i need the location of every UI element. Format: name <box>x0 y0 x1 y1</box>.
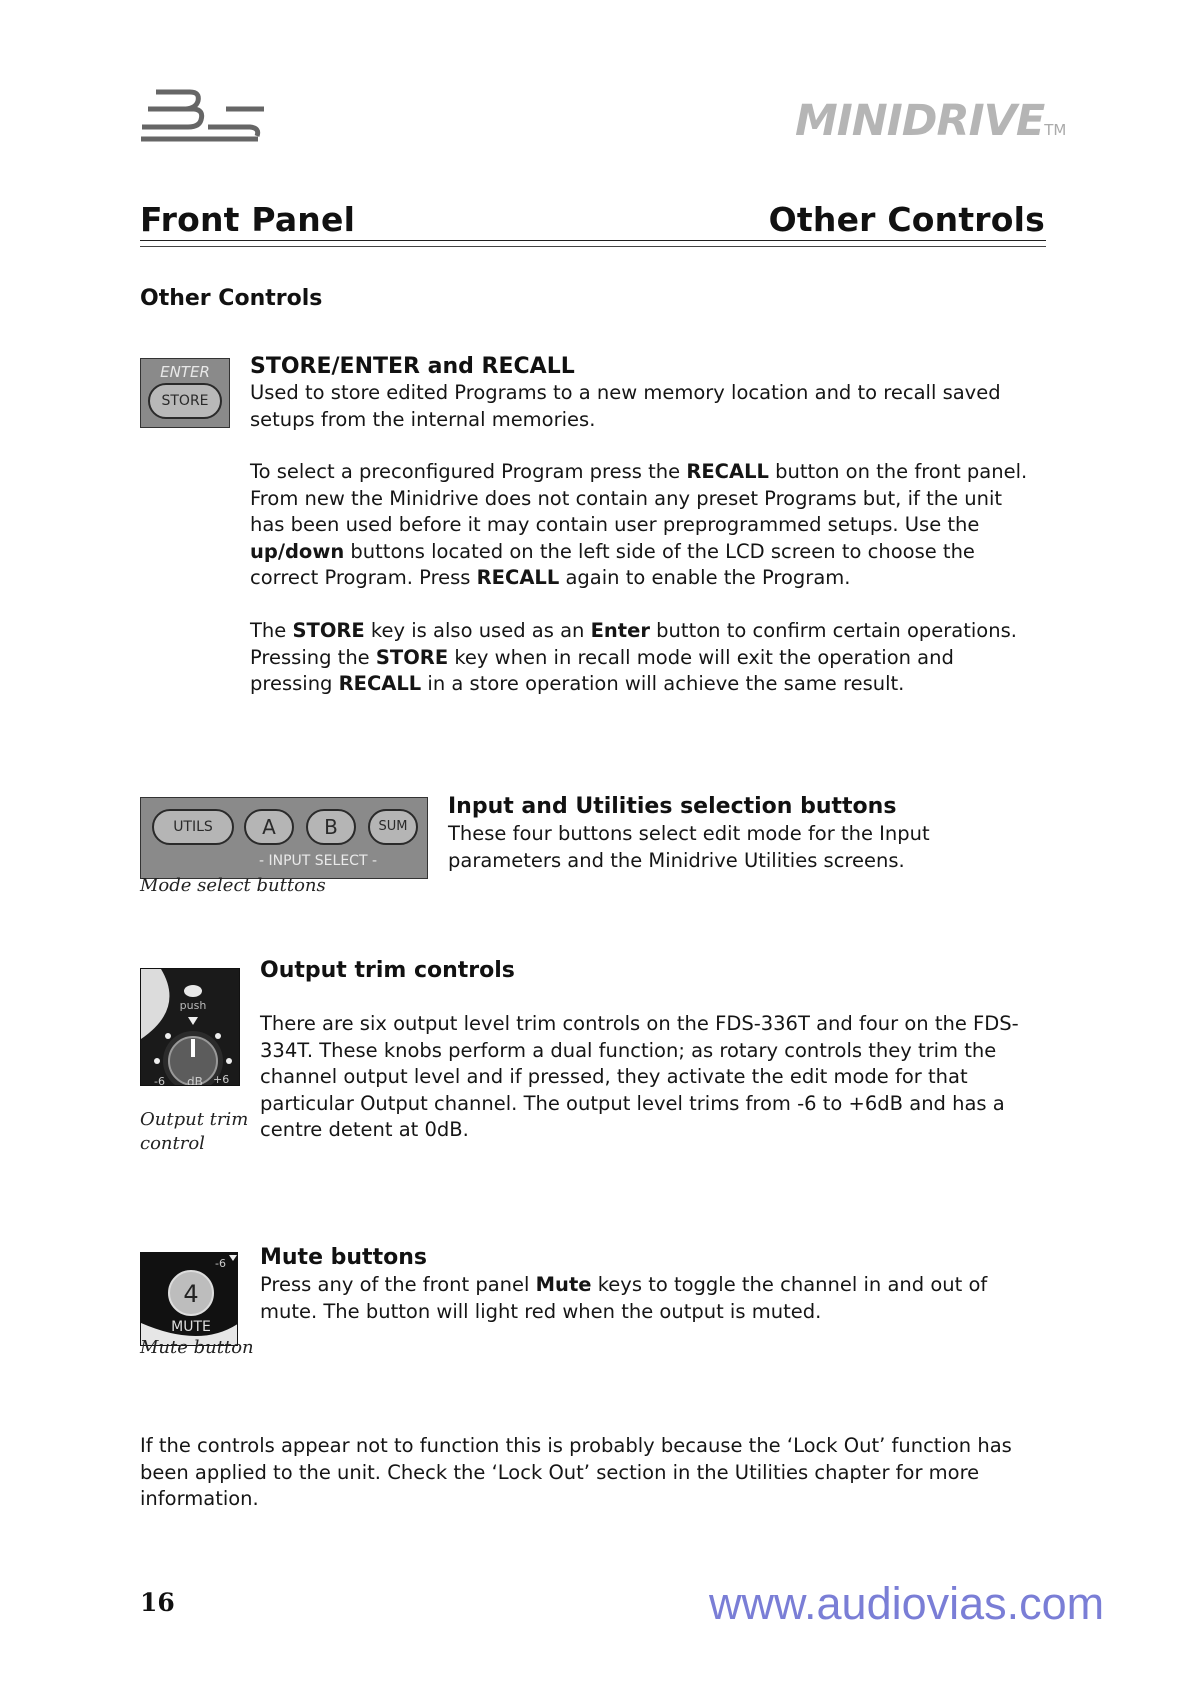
store-paragraph-1: Used to store edited Programs to a new memory location and to recall saved setups from the internal memories. <box>250 381 1001 431</box>
section-heading: Other Controls <box>140 286 323 311</box>
utils-button-image: UTILS <box>152 809 234 845</box>
watermark-link[interactable]: www.audiovias.com <box>709 1578 1105 1629</box>
enter-label: ENTER <box>160 363 210 381</box>
mute-button-graphic <box>141 1253 238 1346</box>
push-label: push <box>179 999 207 1012</box>
store-button-image: STORE <box>148 383 222 419</box>
bold-term: up/down <box>250 539 345 563</box>
svg-text:BSS: BSS <box>138 84 141 85</box>
mute-level-label: -6 <box>215 1257 226 1270</box>
input-select-panel-image <box>140 797 428 879</box>
text-run: To select a preconfigured Program press the <box>250 460 687 483</box>
input-paragraph: These four buttons select edit mode for the Input parameters and the Minidrive Utilities screens. <box>448 822 930 872</box>
mute-section-title: Mute buttons <box>260 1245 427 1270</box>
input-b-button-image: B <box>306 809 356 845</box>
minidrive-logo: MINIDRIVETM <box>795 96 1067 146</box>
bold-term: STORE <box>292 619 365 642</box>
text-run: in a store operation will achieve the same result. <box>421 672 905 695</box>
bold-term: RECALL <box>338 672 422 695</box>
sum-button-image: SUM <box>368 809 418 845</box>
mute-paragraph <box>260 1272 1050 1325</box>
trim-knob-graphic <box>141 969 240 1086</box>
bold-term: STORE <box>375 645 449 669</box>
trim-section-title: Output trim controls <box>260 958 515 983</box>
mute-number: 4 <box>183 1280 199 1308</box>
text-run: button to confirm certain operations. Pressing the <box>250 619 1017 669</box>
bold-term: Mute <box>535 1273 592 1296</box>
store-paragraph-3 <box>250 618 1030 698</box>
input-select-label: - INPUT SELECT - <box>259 853 378 869</box>
text-run: button on the front panel. From new the Minidrive does not contain any preset Programs but, if the unit has been used before it may contain user preprogrammed setups. Use the <box>250 460 1028 536</box>
text-run: again to enable the Program. <box>559 566 851 589</box>
text-run: key when in recall mode will exit the operation and pressing <box>250 645 954 695</box>
text-run: key is also used as an <box>364 619 591 642</box>
input-a-button-image: A <box>244 809 294 845</box>
trim-caption: Output trim control <box>140 1109 249 1154</box>
bss-logo <box>138 84 268 146</box>
mute-panel-image <box>140 1252 238 1346</box>
input-section-title: Input and Utilities selection buttons <box>448 794 897 819</box>
title-rule-secondary <box>140 246 1046 247</box>
store-section-title: STORE/ENTER and RECALL <box>250 354 575 379</box>
bold-term: RECALL <box>476 566 560 589</box>
input-caption: Mode select buttons <box>140 875 326 896</box>
mute-caption: Mute button <box>140 1337 254 1358</box>
bold-term: Enter <box>590 619 650 642</box>
mute-label: MUTE <box>171 1319 211 1335</box>
output-trim-panel-image <box>140 968 240 1086</box>
title-rule <box>140 240 1046 241</box>
store-enter-panel-image <box>140 358 230 428</box>
page-title-left: Front Panel <box>140 200 356 239</box>
text-run: The <box>250 619 293 642</box>
text-run: buttons located on the left side of the LCD screen to choose the correct Program. Press <box>250 539 975 589</box>
trim-unit-label: dB <box>187 1075 203 1086</box>
text-run: Press any of the front panel <box>260 1273 536 1296</box>
page-title-right: Other Controls <box>768 200 1045 239</box>
trim-max-label: +6 <box>213 1073 230 1086</box>
page-number: 16 <box>140 1588 175 1617</box>
lock-out-note: If the controls appear not to function this is probably because the ‘Lock Out’ function has been applied to the unit. Check the ‘Lock Out’ section in the Utilities chapter for more information. <box>140 1434 1012 1510</box>
store-paragraph-2 <box>250 459 1030 592</box>
text-run: keys to toggle the channel in and out of mute. The button will light red when the output is muted. <box>260 1273 988 1323</box>
trim-paragraph: There are six output level trim controls on the FDS-336T and four on the FDS-334T. These knobs perform a dual function; as rotary controls they trim the channel output level and if pressed, they activate the edit mode for that particular Output channel. The output level trims from -6 to +6dB and has a centre detent at 0dB. <box>260 1012 1019 1141</box>
trim-min-label: -6 <box>154 1075 165 1086</box>
bold-term: RECALL <box>686 460 769 483</box>
